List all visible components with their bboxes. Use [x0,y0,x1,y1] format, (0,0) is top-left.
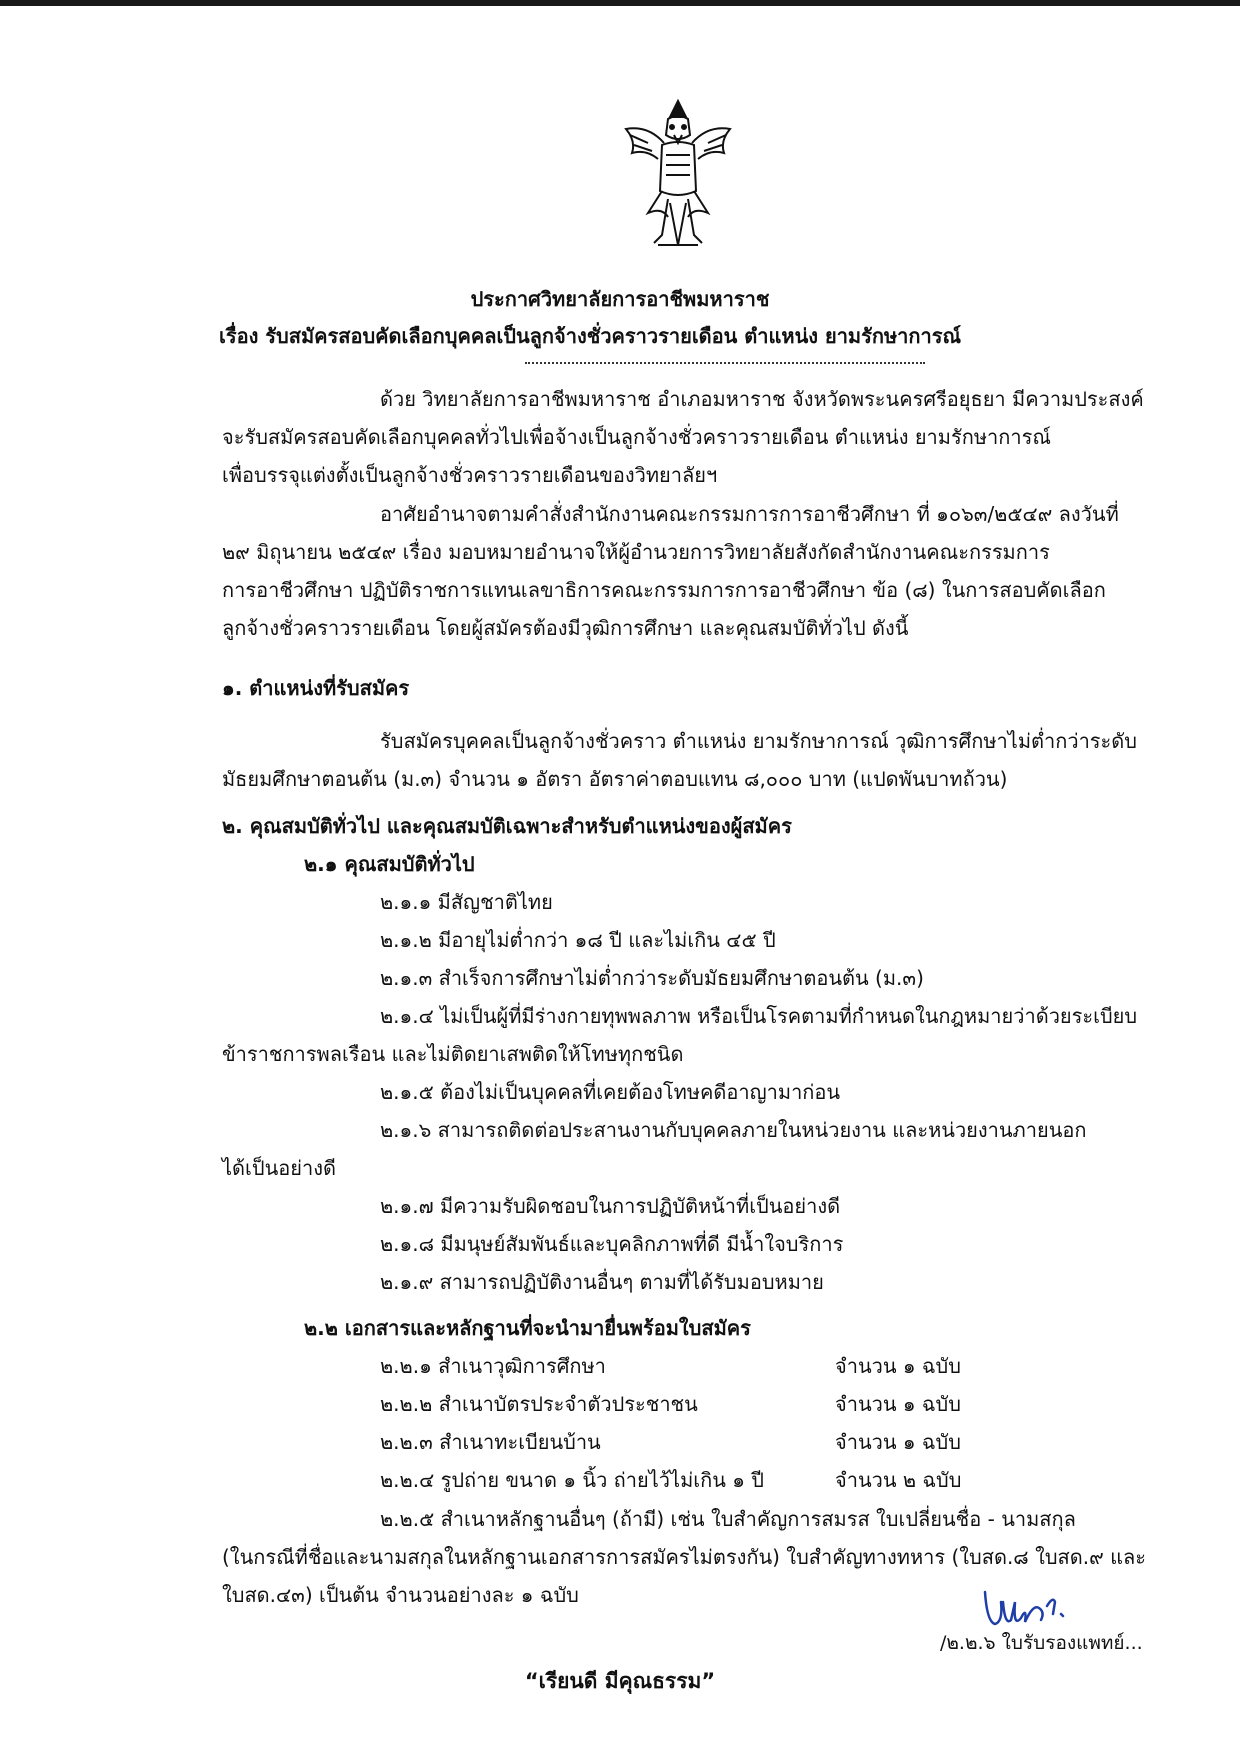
subsection-2-1-heading: ๒.๑ คุณสมบัติทั่วไป [304,852,475,876]
qualification-item: ๒.๑.๙ สามารถปฏิบัติงานอื่นๆ ตามที่ได้รับมอบหมาย [380,1270,824,1294]
intro-p2-line: อาศัยอำนาจตามคำสั่งสำนักงานคณะกรรมการการอาชีวศึกษา ที่ ๑๐๖๓/๒๕๔๙ ลงวันที่ [380,502,1119,526]
announcement-subject: เรื่อง รับสมัครสอบคัดเลือกบุคคลเป็นลูกจ้างชั่วคราวรายเดือน ตำแหน่ง ยามรักษาการณ์ [218,324,962,348]
intro-p1-line: ด้วย วิทยาลัยการอาชีพมหาราช อำเภอมหาราช จังหวัดพระนครศรีอยุธยา มีความประสงค์ [380,387,1144,411]
document-quantity: จำนวน ๑ ฉบับ [835,1354,961,1378]
qualification-item: ๒.๑.๓ สำเร็จการศึกษาไม่ต่ำกว่าระดับมัธยมศึกษาตอนต้น (ม.๓) [380,966,924,990]
college-motto: “เรียนดี มีคุณธรรม” [524,1669,716,1693]
intro-paragraph-1 [222,380,1170,494]
qualification-item-cont: ได้เป็นอย่างดี [222,1156,336,1180]
qualification-item-cont: ข้าราชการพลเรือน และไม่ติดยาเสพติดให้โทษทุกชนิด [222,1042,684,1066]
intro-p1-line: เพื่อบรรจุแต่งตั้งเป็นลูกจ้างชั่วคราวรายเดือนของวิทยาลัยฯ [222,463,718,487]
document-quantity: จำนวน ๑ ฉบับ [835,1392,961,1416]
qualification-item: ๒.๑.๕ ต้องไม่เป็นบุคคลที่เคยต้องโทษคดีอาญามาก่อน [380,1080,841,1104]
section-1-line: รับสมัครบุคคลเป็นลูกจ้างชั่วคราว ตำแหน่ง ยามรักษาการณ์ วุฒิการศึกษาไม่ต่ำกว่าระดับ [380,729,1137,753]
document-quantity: จำนวน ๑ ฉบับ [835,1430,961,1454]
intro-p1-line: จะรับสมัครสอบคัดเลือกบุคคลทั่วไปเพื่อจ้างเป็นลูกจ้างชั่วคราวรายเดือน ตำแหน่ง ยามรักษาการณ์ [222,425,1051,449]
subsection-2-2-heading: ๒.๒ เอกสารและหลักฐานที่จะนำมายื่นพร้อมใบสมัคร [304,1316,751,1340]
document-item: ๒.๒.๓ สำเนาทะเบียนบ้าน [380,1430,601,1454]
qualification-item: ๒.๑.๘ มีมนุษย์สัมพันธ์และบุคลิกภาพที่ดี มีน้ำใจบริการ [380,1232,844,1256]
qualification-item: ๒.๑.๒ มีอายุไม่ต่ำกว่า ๑๘ ปี และไม่เกิน ๔๕ ปี [380,928,776,952]
section-1-heading: ๑. ตำแหน่งที่รับสมัคร [222,676,410,700]
intro-p2-line: การอาชีวศึกษา ปฏิบัติราชการแทนเลขาธิการคณะกรรมการการอาชีวศึกษา ข้อ (๘) ในการสอบคัดเลือก [222,578,1106,602]
intro-p2-line: ลูกจ้างชั่วคราวรายเดือน โดยผู้สมัครต้องมีวุฒิการศึกษา และคุณสมบัติทั่วไป ดังนี้ [222,616,909,640]
document-item: ๒.๒.๒ สำเนาบัตรประจำตัวประชาชน [380,1392,698,1416]
dotted-divider [525,358,925,364]
intro-p2-line: ๒๙ มิถุนายน ๒๕๔๙ เรื่อง มอบหมายอำนาจให้ผู้อำนวยการวิทยาลัยสังกัดสำนักงานคณะกรรมการ [222,540,1050,564]
document-5-line: ๒.๒.๕ สำเนาหลักฐานอื่นๆ (ถ้ามี) เช่น ใบสำคัญการสมรส ใบเปลี่ยนชื่อ - นามสกุล [380,1507,1076,1531]
document-row [380,1426,1020,1456]
scan-edge [0,0,1240,6]
document-5-line: ใบสด.๔๓) เป็นต้น จำนวนอย่างละ ๑ ฉบับ [222,1583,579,1607]
document-5-line: (ในกรณีที่ชื่อและนามสกุลในหลักฐานเอกสารการสมัครไม่ตรงกัน) ใบสำคัญทางทหาร (ใบสด.๘ ใบสด.๙ และ [222,1545,1147,1569]
document-item: ๒.๒.๔ รูปถ่าย ขนาด ๑ นิ้ว ถ่ายไว้ไม่เกิน ๑ ปี [380,1468,764,1492]
qualification-item: ๒.๑.๔ ไม่เป็นผู้ที่มีร่างกายทุพพลภาพ หรือเป็นโรคตามที่กำหนดในกฎหมายว่าด้วยระเบียบ [380,1004,1138,1028]
document-row [380,1464,1020,1494]
garuda-emblem-icon [618,95,738,255]
section-1-body [222,722,1170,798]
section-1-line: มัธยมศึกษาตอนต้น (ม.๓) จำนวน ๑ อัตรา อัตราค่าตอบแทน ๘,๐๐๐ บาท (แปดพันบาทถ้วน) [222,767,1008,791]
qualification-item: ๒.๑.๖ สามารถติดต่อประสานงานกับบุคคลภายในหน่วยงาน และหน่วยงานภายนอก [380,1118,1087,1142]
document-item: ๒.๒.๑ สำเนาวุฒิการศึกษา [380,1354,606,1378]
continued-next-page: /๒.๒.๖ ใบรับรองแพทย์... [940,1632,1143,1654]
announcement-title: ประกาศวิทยาลัยการอาชีพมหาราช [470,287,770,311]
section-2-heading: ๒. คุณสมบัติทั่วไป และคุณสมบัติเฉพาะสำหรับตำแหน่งของผู้สมัคร [222,814,792,838]
document-row [380,1388,1020,1418]
document-row [380,1350,1020,1380]
qualification-item: ๒.๑.๑ มีสัญชาติไทย [380,890,553,914]
intro-paragraph-2 [222,495,1170,647]
document-quantity: จำนวน ๒ ฉบับ [835,1468,962,1492]
qualification-item: ๒.๑.๗ มีความรับผิดชอบในการปฏิบัติหน้าที่เป็นอย่างดี [380,1194,841,1218]
